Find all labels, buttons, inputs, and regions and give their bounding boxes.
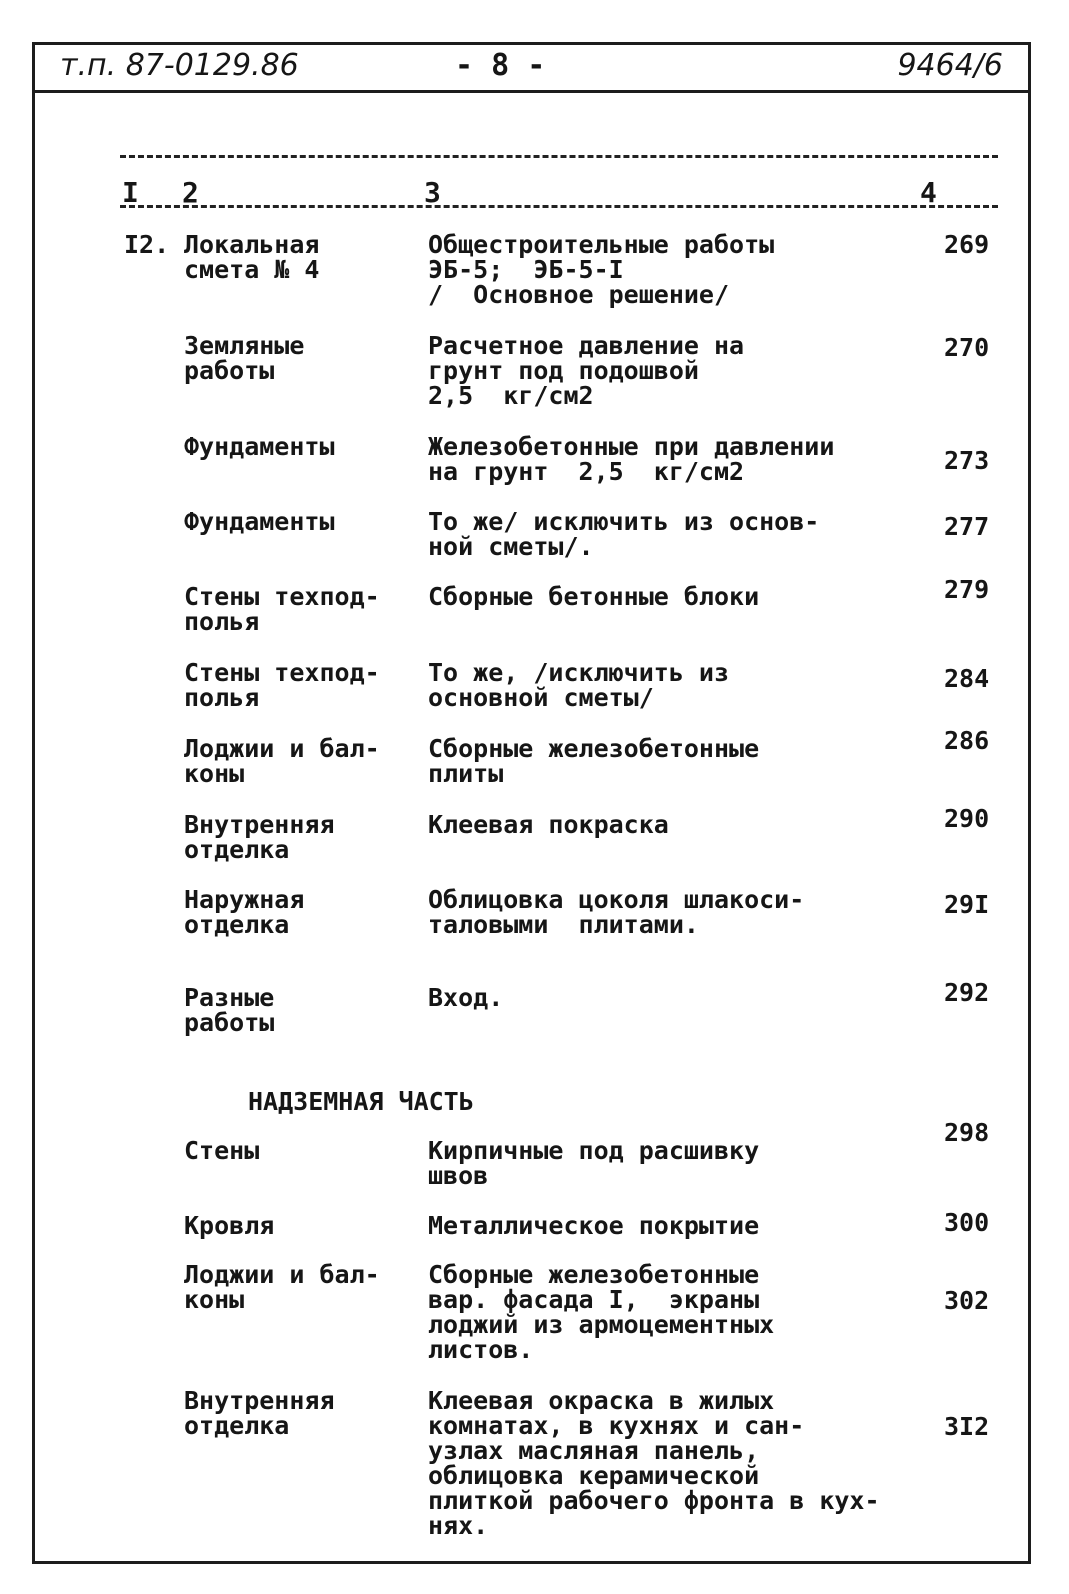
row-name: Земляные работы bbox=[184, 331, 305, 385]
row-name: Наружная отделка bbox=[184, 885, 305, 939]
row-name: Стены техпод- полья bbox=[184, 582, 380, 636]
row-name: Лоджии и бал- коны bbox=[184, 734, 380, 788]
row-page: 302 bbox=[944, 1286, 990, 1315]
row-page: 300 bbox=[944, 1208, 990, 1237]
header-divider bbox=[32, 90, 1031, 93]
row-description: Клеевая покраска bbox=[428, 810, 669, 839]
row-name: Внутренняя отделка bbox=[184, 1386, 335, 1440]
column-header-3: 3 bbox=[424, 176, 441, 209]
page-number: - 8 - bbox=[455, 48, 546, 83]
row-page: 286 bbox=[944, 726, 990, 755]
row-page: 298 bbox=[944, 1118, 990, 1147]
row-page: 269 bbox=[944, 230, 990, 259]
doc-code: т.п. 87-0129.86 bbox=[60, 48, 299, 83]
row-name: Локальная смета № 4 bbox=[184, 230, 320, 284]
row-description: Сборные бетонные блоки bbox=[428, 582, 760, 611]
column-header-4: 4 bbox=[920, 176, 937, 209]
row-description: Расчетное давление на грунт под подошвой 2,5 кг/см2 bbox=[428, 331, 745, 410]
row-description: Облицовка цоколя шлакоси- таловыми плитами. bbox=[428, 885, 805, 939]
row-page: 292 bbox=[944, 978, 990, 1007]
row-name: Лоджии и бал- коны bbox=[184, 1260, 380, 1314]
row-description: То же, /исключить из основной сметы/ bbox=[428, 658, 730, 712]
row-description: Вход. bbox=[428, 983, 504, 1012]
row-page: 270 bbox=[944, 333, 990, 362]
archive-number: 9464/6 bbox=[897, 48, 1003, 83]
row-name: Стены техпод- полья bbox=[184, 658, 380, 712]
row-page: 290 bbox=[944, 804, 990, 833]
row-description: Общестроительные работы ЭБ-5; ЭБ-5-I / Основное решение/ bbox=[428, 230, 775, 309]
row-name: Фундаменты bbox=[184, 507, 335, 536]
row-description: То же/ исключить из основ- ной сметы/. bbox=[428, 507, 820, 561]
row-description: Кирпичные под расшивку швов bbox=[428, 1136, 760, 1190]
row-page: 279 bbox=[944, 575, 990, 604]
row-name: Внутренняя отделка bbox=[184, 810, 335, 864]
column-header-2: 2 bbox=[182, 176, 199, 209]
row-page: 3I2 bbox=[944, 1412, 990, 1441]
row-page: 273 bbox=[944, 446, 990, 475]
section-title: НАДЗЕМНАЯ ЧАСТЬ bbox=[248, 1087, 474, 1116]
row-description: Металлическое покрытие bbox=[428, 1211, 760, 1240]
row-page: 284 bbox=[944, 664, 990, 693]
row-page: 29I bbox=[944, 890, 990, 919]
column-header-rule bbox=[120, 205, 998, 208]
row-name: Фундаменты bbox=[184, 432, 335, 461]
column-header-1: I bbox=[122, 176, 139, 209]
row-description: Железобетонные при давлении на грунт 2,5 кг/см2 bbox=[428, 432, 835, 486]
row-description: Сборные железобетонные плиты bbox=[428, 734, 760, 788]
table-top-rule bbox=[120, 155, 998, 158]
row-name: Разные работы bbox=[184, 983, 275, 1037]
entry-number: I2. bbox=[124, 230, 170, 259]
row-description: Клеевая окраска в жилых комнатах, в кухнях и сан- узлах масляная панель, облицовка керамической плиткой рабочего фронта в кух- нях. bbox=[428, 1386, 880, 1540]
row-name: Стены bbox=[184, 1136, 260, 1165]
row-description: Сборные железобетонные вар. фасада I, экраны лоджий из армоцементных листов. bbox=[428, 1260, 775, 1364]
row-name: Кровля bbox=[184, 1211, 275, 1240]
row-page: 277 bbox=[944, 512, 990, 541]
